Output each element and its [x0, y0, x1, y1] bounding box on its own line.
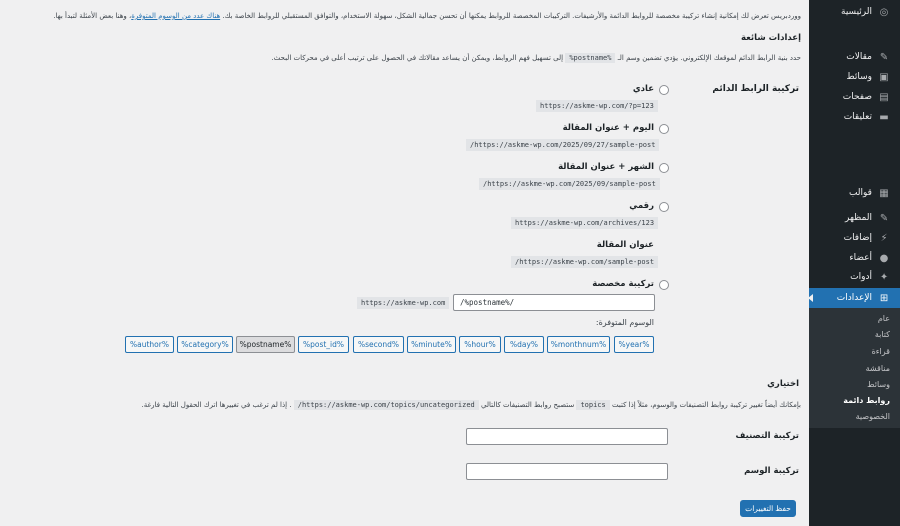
paintbrush-icon: ✎ — [879, 212, 889, 224]
tag-base-label: تركيبة الوسم — [744, 466, 799, 476]
sidebar-item-label: إضافات — [843, 233, 872, 243]
sidebar-item-label: صفحات — [842, 92, 872, 102]
submenu-item-permalinks[interactable]: روابط دائمة — [843, 396, 890, 405]
submenu-item-privacy[interactable]: الخصوصية — [855, 412, 890, 421]
sidebar-item-media[interactable] — [809, 67, 900, 87]
option-day-name-label: اليوم + عنوان المقالة — [562, 123, 654, 133]
postname-code: %postname% — [565, 53, 615, 63]
media-icon: ▣ — [879, 71, 889, 83]
optional-before: بإمكانك أيضاً تغيير تركيبة روابط التصنيفات والوسوم، مثلاً إذا كتبت — [611, 401, 801, 409]
sidebar-item-dashboard[interactable] — [809, 2, 900, 22]
radio-numeric[interactable] — [659, 202, 669, 212]
custom-structure-input[interactable]: /%postname%/ — [453, 294, 655, 311]
custom-structure-prefix: https://askme-wp.com — [357, 297, 449, 309]
option-numeric-label: رقمي — [629, 201, 654, 211]
submenu-item-media[interactable]: وسائط — [867, 380, 890, 389]
sidebar-item-label: قوالب — [848, 188, 872, 198]
save-changes-button[interactable]: حفظ التغييرات — [740, 500, 796, 517]
optional-after: . إذا لم ترغب في تغييرها اترك الحقول التالية فارغة. — [141, 401, 292, 409]
desc-before: حدد بنية الرابط الدائم لموقعك الإلكتروني. يؤدي تضمين وسم الـ — [617, 54, 801, 62]
pages-icon: ▤ — [879, 91, 889, 103]
intro-text: ووردبريس تعرض لك إمكانية إنشاء تركيبة مخصصة للروابط الدائمة والأرشيفات. التركيبات المخصصة للروابط يمكنها أن تحسن جمالية الشكل، سهولة الاستخدام، والتوافق المستقبلي للروابط الخاصة بك. — [222, 12, 801, 20]
optional-description — [142, 401, 801, 409]
layout-icon: ▦ — [879, 187, 889, 199]
sidebar-item-tools[interactable] — [809, 267, 900, 287]
sidebar-item-label: مقالات — [846, 52, 872, 62]
option-plain-label: عادي — [632, 84, 654, 94]
tag-button-year[interactable]: %year% — [614, 336, 654, 353]
sidebar-item-label: وسائط — [846, 72, 872, 82]
option-post-name-sample: https://askme-wp.com/sample-post/ — [511, 256, 658, 268]
permalink-structure-label: تركيبة الرابط الدائم — [712, 84, 799, 94]
tag-button-day[interactable]: %day% — [504, 336, 544, 353]
option-custom-label: تركيبة مخصصة — [592, 279, 654, 289]
option-post-name-label: عنوان المقالة — [596, 240, 654, 250]
tag-button-monthnum[interactable]: %monthnum% — [547, 336, 610, 353]
option-plain-sample: https://askme-wp.com/?p=123 — [536, 100, 658, 112]
optional-heading: اختياري — [767, 379, 799, 389]
comments-icon: ▬ — [879, 111, 889, 123]
category-base-input[interactable] — [466, 428, 668, 445]
available-tags-link[interactable]: هناك عدد من الوسوم المتوفرة — [131, 12, 221, 20]
pushpin-icon: ✎ — [879, 51, 889, 63]
sidebar-item-label: أعضاء — [849, 253, 872, 263]
tag-button-author[interactable]: %author% — [125, 336, 174, 353]
option-month-name-label: الشهر + عنوان المقالة — [558, 162, 654, 172]
sidebar-item-appearance[interactable] — [809, 208, 900, 228]
intro-tail: ، وهنا بعض الأمثلة لتبدأ بها. — [53, 12, 132, 20]
sidebar-item-label: الرئيسية — [841, 7, 872, 17]
topics-code: topics — [576, 400, 609, 410]
option-day-name-sample: https://askme-wp.com/2025/09/27/sample-post/ — [466, 139, 659, 151]
topics-url-code: https://askme-wp.com/topics/uncategorized/ — [294, 400, 479, 410]
tag-button-minute[interactable]: %minute% — [407, 336, 456, 353]
sidebar-item-templates[interactable] — [809, 183, 900, 203]
available-tags-label: الوسوم المتوفرة: — [595, 318, 654, 327]
sidebar-item-pages[interactable] — [809, 87, 900, 107]
sidebar-item-label: المظهر — [845, 213, 872, 223]
sidebar-item-label: تعليقات — [843, 112, 872, 122]
tag-button-post-id[interactable]: %post_id% — [298, 336, 349, 353]
tag-button-category[interactable]: %category% — [177, 336, 233, 353]
settings-icon: ⊞ — [879, 292, 889, 304]
permalink-description — [271, 54, 801, 62]
users-icon: ● — [879, 252, 889, 264]
option-month-name-sample: https://askme-wp.com/2025/09/sample-post/ — [479, 178, 660, 190]
sidebar-item-label: أدوات — [850, 272, 872, 282]
plugins-icon: ⚡ — [880, 232, 888, 244]
submenu-item-writing[interactable]: كتابة — [874, 330, 890, 339]
sidebar-item-label: الإعدادات — [836, 293, 872, 303]
option-numeric-sample: https://askme-wp.com/archives/123 — [511, 217, 658, 229]
radio-month-name[interactable] — [659, 163, 669, 173]
sidebar-item-comments[interactable] — [809, 107, 900, 127]
tag-base-input[interactable] — [466, 463, 668, 480]
sidebar-item-posts[interactable] — [809, 47, 900, 67]
common-settings-heading: إعدادات شائعة — [740, 33, 801, 43]
sidebar-item-settings[interactable] — [809, 288, 900, 308]
desc-after: إلى تسهيل فهم الروابط، ويمكن أن يساعد مقالاتك في الحصول على ترتيب أعلى في محركات البحث. — [271, 54, 564, 62]
settings-submenu — [809, 308, 900, 428]
sidebar-item-plugins[interactable] — [809, 228, 900, 248]
radio-plain[interactable] — [659, 85, 669, 95]
radio-day-name[interactable] — [659, 124, 669, 134]
tools-icon: ✦ — [879, 271, 889, 283]
tag-button-hour[interactable]: %hour% — [459, 336, 501, 353]
submenu-item-general[interactable]: عام — [877, 314, 890, 323]
submenu-item-reading[interactable]: قراءة — [871, 347, 890, 356]
tag-button-second[interactable]: %second% — [353, 336, 404, 353]
radio-custom-structure[interactable] — [659, 280, 669, 290]
dashboard-icon: ◎ — [879, 6, 889, 18]
sidebar-item-users[interactable] — [809, 248, 900, 268]
optional-mid: ستصبح روابط التصنيفات كالتالي — [481, 401, 575, 409]
intro-paragraph — [53, 12, 801, 20]
category-base-label: تركيبة التصنيف — [735, 431, 799, 441]
submenu-item-discussion[interactable]: مناقشة — [865, 364, 890, 373]
admin-sidebar — [809, 0, 900, 526]
tag-button-postname[interactable]: %postname% — [236, 336, 295, 353]
